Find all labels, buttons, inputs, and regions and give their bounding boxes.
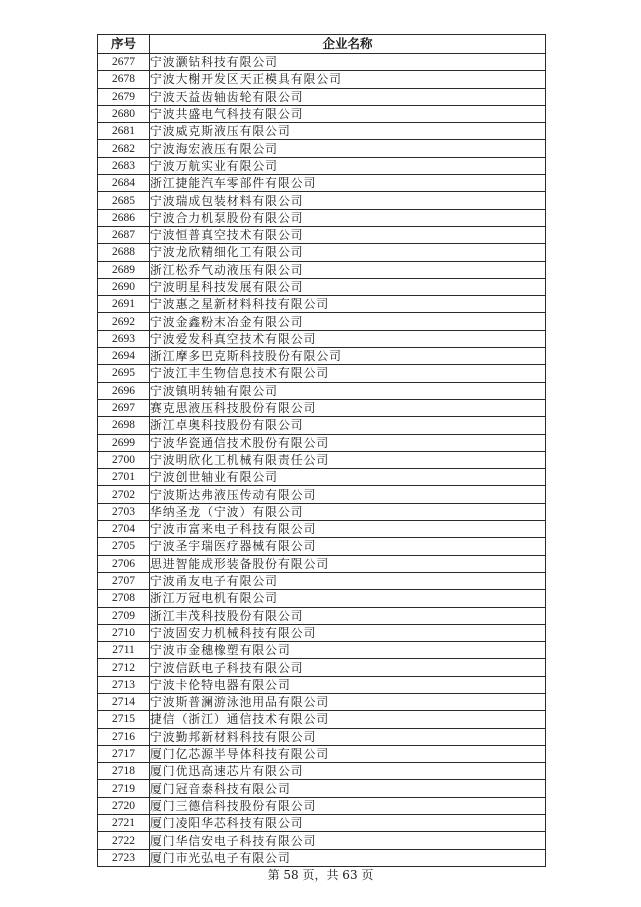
table-row — [98, 780, 546, 797]
table-row — [98, 278, 546, 295]
row-number: 2708 — [98, 590, 150, 607]
table-row — [98, 434, 546, 451]
company-name: 宁波金鑫粉末冶金有限公司 — [150, 313, 546, 330]
table-row — [98, 711, 546, 728]
company-name: 宁波恒普真空技术有限公司 — [150, 226, 546, 243]
row-number: 2677 — [98, 54, 150, 71]
table-row — [98, 382, 546, 399]
row-number: 2678 — [98, 71, 150, 88]
company-name: 宁波天益齿轴齿轮有限公司 — [150, 88, 546, 105]
header-number: 序号 — [98, 35, 150, 54]
row-number: 2719 — [98, 780, 150, 797]
table-row — [98, 313, 546, 330]
company-name: 厦门凌阳华芯科技有限公司 — [150, 815, 546, 832]
row-number: 2698 — [98, 417, 150, 434]
table-row — [98, 192, 546, 209]
company-name: 华纳圣龙（宁波）有限公司 — [150, 503, 546, 520]
row-number: 2723 — [98, 849, 150, 866]
row-number: 2715 — [98, 711, 150, 728]
company-name: 宁波瑞成包装材料有限公司 — [150, 192, 546, 209]
table-row — [98, 140, 546, 157]
company-name: 捷信（浙江）通信技术有限公司 — [150, 711, 546, 728]
table-row — [98, 123, 546, 140]
table-row — [98, 572, 546, 589]
row-number: 2706 — [98, 555, 150, 572]
row-number: 2684 — [98, 175, 150, 192]
row-number: 2702 — [98, 486, 150, 503]
company-name: 宁波勤邦新材料科技有限公司 — [150, 728, 546, 745]
company-name: 浙江丰茂科技股份有限公司 — [150, 607, 546, 624]
company-name: 宁波大榭开发区天正模具有限公司 — [150, 71, 546, 88]
company-name: 浙江摩多巴克斯科技股份有限公司 — [150, 348, 546, 365]
row-number: 2693 — [98, 330, 150, 347]
row-number: 2696 — [98, 382, 150, 399]
company-name: 浙江松乔气动液压有限公司 — [150, 261, 546, 278]
company-name: 宁波江丰生物信息技术有限公司 — [150, 365, 546, 382]
company-name: 宁波市富来电子科技有限公司 — [150, 521, 546, 538]
row-number: 2681 — [98, 123, 150, 140]
company-table — [97, 34, 546, 867]
row-number: 2713 — [98, 676, 150, 693]
row-number: 2694 — [98, 348, 150, 365]
row-number: 2688 — [98, 244, 150, 261]
row-number: 2691 — [98, 296, 150, 313]
company-name: 浙江捷能汽车零部件有限公司 — [150, 175, 546, 192]
row-number: 2697 — [98, 399, 150, 416]
table-row — [98, 590, 546, 607]
company-name: 宁波爱发科真空技术有限公司 — [150, 330, 546, 347]
table-row — [98, 607, 546, 624]
company-name: 浙江万冠电机有限公司 — [150, 590, 546, 607]
row-number: 2699 — [98, 434, 150, 451]
table-row — [98, 417, 546, 434]
company-name: 宁波斯达弗液压传动有限公司 — [150, 486, 546, 503]
company-name: 宁波市金穗橡塑有限公司 — [150, 642, 546, 659]
table-row — [98, 728, 546, 745]
company-name: 浙江卓奥科技股份有限公司 — [150, 417, 546, 434]
table-row — [98, 399, 546, 416]
table-row — [98, 244, 546, 261]
company-name: 宁波明欣化工机械有限责任公司 — [150, 451, 546, 468]
company-name: 宁波信跃电子科技有限公司 — [150, 659, 546, 676]
table-row — [98, 815, 546, 832]
table-row — [98, 642, 546, 659]
row-number: 2710 — [98, 624, 150, 641]
table-body — [98, 54, 546, 867]
row-number: 2690 — [98, 278, 150, 295]
table-row — [98, 486, 546, 503]
company-name: 宁波灏钻科技有限公司 — [150, 54, 546, 71]
table-row — [98, 226, 546, 243]
company-name: 宁波威克斯液压有限公司 — [150, 123, 546, 140]
row-number: 2680 — [98, 105, 150, 122]
row-number: 2718 — [98, 763, 150, 780]
table-row — [98, 849, 546, 866]
row-number: 2683 — [98, 157, 150, 174]
table-row — [98, 348, 546, 365]
table-row — [98, 832, 546, 849]
row-number: 2695 — [98, 365, 150, 382]
row-number: 2711 — [98, 642, 150, 659]
table-row — [98, 365, 546, 382]
table-row — [98, 503, 546, 520]
table-row — [98, 105, 546, 122]
table-row — [98, 797, 546, 814]
row-number: 2703 — [98, 503, 150, 520]
table-row — [98, 693, 546, 710]
row-number: 2722 — [98, 832, 150, 849]
company-name: 厦门冠音泰科技有限公司 — [150, 780, 546, 797]
table-row — [98, 659, 546, 676]
row-number: 2704 — [98, 521, 150, 538]
table-row — [98, 555, 546, 572]
row-number: 2689 — [98, 261, 150, 278]
page-footer: 第 58 页，共 63 页 — [267, 868, 374, 882]
row-number: 2721 — [98, 815, 150, 832]
table-row — [98, 676, 546, 693]
row-number: 2687 — [98, 226, 150, 243]
company-name: 宁波合力机泵股份有限公司 — [150, 209, 546, 226]
row-number: 2709 — [98, 607, 150, 624]
table-row — [98, 763, 546, 780]
company-name: 宁波龙欣精细化工有限公司 — [150, 244, 546, 261]
company-name: 赛克思液压科技股份有限公司 — [150, 399, 546, 416]
row-number: 2700 — [98, 451, 150, 468]
company-name: 宁波明星科技发展有限公司 — [150, 278, 546, 295]
table-row — [98, 451, 546, 468]
company-name: 厦门市光弘电子有限公司 — [150, 849, 546, 866]
row-number: 2712 — [98, 659, 150, 676]
row-number: 2717 — [98, 745, 150, 762]
row-number: 2720 — [98, 797, 150, 814]
table-header-row — [98, 35, 546, 54]
table-row — [98, 469, 546, 486]
row-number: 2716 — [98, 728, 150, 745]
company-name: 宁波万航实业有限公司 — [150, 157, 546, 174]
company-name: 宁波创世轴业有限公司 — [150, 469, 546, 486]
company-name: 厦门优迅高速芯片有限公司 — [150, 763, 546, 780]
company-name: 宁波卡伦特电器有限公司 — [150, 676, 546, 693]
table-row — [98, 54, 546, 71]
company-name: 宁波镇明转轴有限公司 — [150, 382, 546, 399]
row-number: 2679 — [98, 88, 150, 105]
table-row — [98, 157, 546, 174]
company-name: 厦门亿芯源半导体科技有限公司 — [150, 745, 546, 762]
row-number: 2682 — [98, 140, 150, 157]
company-name: 宁波圣宇瑞医疗器械有限公司 — [150, 538, 546, 555]
company-name: 思进智能成形装备股份有限公司 — [150, 555, 546, 572]
table-row — [98, 175, 546, 192]
row-number: 2714 — [98, 693, 150, 710]
table-row — [98, 209, 546, 226]
company-name: 厦门华信安电子科技有限公司 — [150, 832, 546, 849]
table-row — [98, 71, 546, 88]
company-name: 厦门三德信科技股份有限公司 — [150, 797, 546, 814]
table-row — [98, 261, 546, 278]
table-row — [98, 745, 546, 762]
company-name: 宁波惠之星新材料科技有限公司 — [150, 296, 546, 313]
company-name: 宁波甬友电子有限公司 — [150, 572, 546, 589]
company-name: 宁波共盛电气科技有限公司 — [150, 105, 546, 122]
table-row — [98, 330, 546, 347]
row-number: 2686 — [98, 209, 150, 226]
table-row — [98, 521, 546, 538]
row-number: 2707 — [98, 572, 150, 589]
header-company-name: 企业名称 — [150, 35, 546, 54]
company-name: 宁波斯普澜游泳池用品有限公司 — [150, 693, 546, 710]
table-row — [98, 296, 546, 313]
company-name: 宁波华瓷通信技术股份有限公司 — [150, 434, 546, 451]
row-number: 2685 — [98, 192, 150, 209]
company-name: 宁波固安力机械科技有限公司 — [150, 624, 546, 641]
table-row — [98, 88, 546, 105]
row-number: 2692 — [98, 313, 150, 330]
table-row — [98, 624, 546, 641]
company-name: 宁波海宏液压有限公司 — [150, 140, 546, 157]
table-row — [98, 538, 546, 555]
row-number: 2705 — [98, 538, 150, 555]
row-number: 2701 — [98, 469, 150, 486]
